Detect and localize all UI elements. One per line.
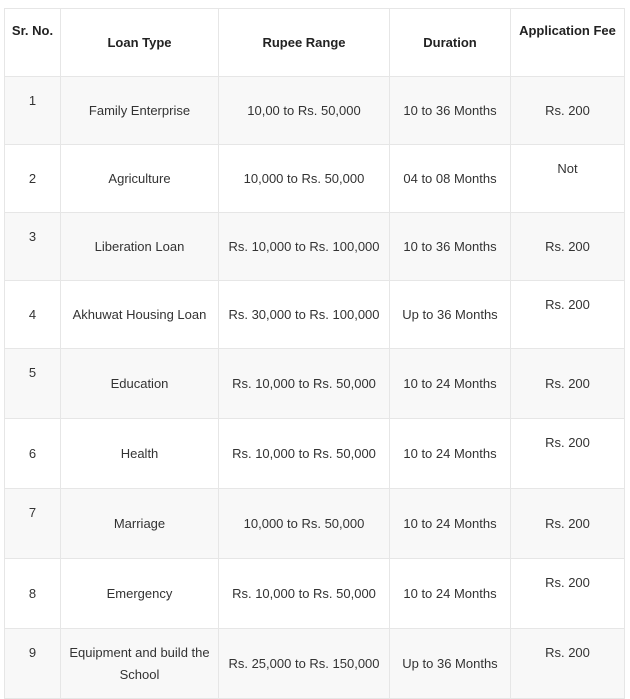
cell-application-fee: Rs. 200 — [511, 629, 625, 699]
cell-rupee-range: Rs. 10,000 to Rs. 100,000 — [219, 213, 390, 281]
cell-sr-no: 1 — [5, 77, 61, 145]
cell-duration: 04 to 08 Months — [390, 145, 511, 213]
table-row — [5, 629, 625, 699]
cell-rupee-range: Rs. 25,000 to Rs. 150,000 — [219, 629, 390, 699]
cell-duration: Up to 36 Months — [390, 281, 511, 349]
cell-application-fee: Rs. 200 — [511, 77, 625, 145]
cell-rupee-range: Rs. 30,000 to Rs. 100,000 — [219, 281, 390, 349]
cell-duration: 10 to 36 Months — [390, 213, 511, 281]
cell-sr-no: 8 — [5, 559, 61, 629]
cell-sr-no: 5 — [5, 349, 61, 419]
header-sr-no: Sr. No. — [5, 9, 61, 77]
cell-duration: 10 to 24 Months — [390, 489, 511, 559]
cell-sr-no: 2 — [5, 145, 61, 213]
cell-sr-no: 6 — [5, 419, 61, 489]
cell-loan-type: Family Enterprise — [61, 77, 219, 145]
header-application-fee: Application Fee — [511, 9, 625, 77]
cell-loan-type: Marriage — [61, 489, 219, 559]
cell-rupee-range: Rs. 10,000 to Rs. 50,000 — [219, 559, 390, 629]
cell-duration: 10 to 24 Months — [390, 349, 511, 419]
cell-loan-type: Education — [61, 349, 219, 419]
cell-application-fee: Not — [511, 145, 625, 213]
cell-loan-type: Agriculture — [61, 145, 219, 213]
cell-loan-type: Health — [61, 419, 219, 489]
header-duration: Duration — [390, 9, 511, 77]
cell-rupee-range: Rs. 10,000 to Rs. 50,000 — [219, 349, 390, 419]
table-header-row — [5, 9, 625, 77]
cell-sr-no: 7 — [5, 489, 61, 559]
table-row — [5, 419, 625, 489]
cell-duration: 10 to 24 Months — [390, 419, 511, 489]
cell-loan-type: Emergency — [61, 559, 219, 629]
table-row — [5, 213, 625, 281]
loan-table — [4, 8, 625, 699]
cell-rupee-range: Rs. 10,000 to Rs. 50,000 — [219, 419, 390, 489]
cell-duration: 10 to 36 Months — [390, 77, 511, 145]
table-row — [5, 77, 625, 145]
cell-duration: 10 to 24 Months — [390, 559, 511, 629]
header-loan-type: Loan Type — [61, 9, 219, 77]
table-row — [5, 349, 625, 419]
table-row — [5, 281, 625, 349]
cell-sr-no: 9 — [5, 629, 61, 699]
cell-application-fee: Rs. 200 — [511, 489, 625, 559]
cell-application-fee: Rs. 200 — [511, 419, 625, 489]
cell-application-fee: Rs. 200 — [511, 213, 625, 281]
cell-application-fee: Rs. 200 — [511, 559, 625, 629]
cell-sr-no: 3 — [5, 213, 61, 281]
cell-rupee-range: 10,000 to Rs. 50,000 — [219, 489, 390, 559]
table-row — [5, 145, 625, 213]
cell-loan-type: Liberation Loan — [61, 213, 219, 281]
cell-rupee-range: 10,00 to Rs. 50,000 — [219, 77, 390, 145]
cell-loan-type: Equipment and build the School — [61, 629, 219, 699]
table-row — [5, 489, 625, 559]
table-row — [5, 559, 625, 629]
cell-duration: Up to 36 Months — [390, 629, 511, 699]
header-rupee-range: Rupee Range — [219, 9, 390, 77]
cell-rupee-range: 10,000 to Rs. 50,000 — [219, 145, 390, 213]
cell-sr-no: 4 — [5, 281, 61, 349]
cell-loan-type: Akhuwat Housing Loan — [61, 281, 219, 349]
cell-application-fee: Rs. 200 — [511, 281, 625, 349]
cell-application-fee: Rs. 200 — [511, 349, 625, 419]
